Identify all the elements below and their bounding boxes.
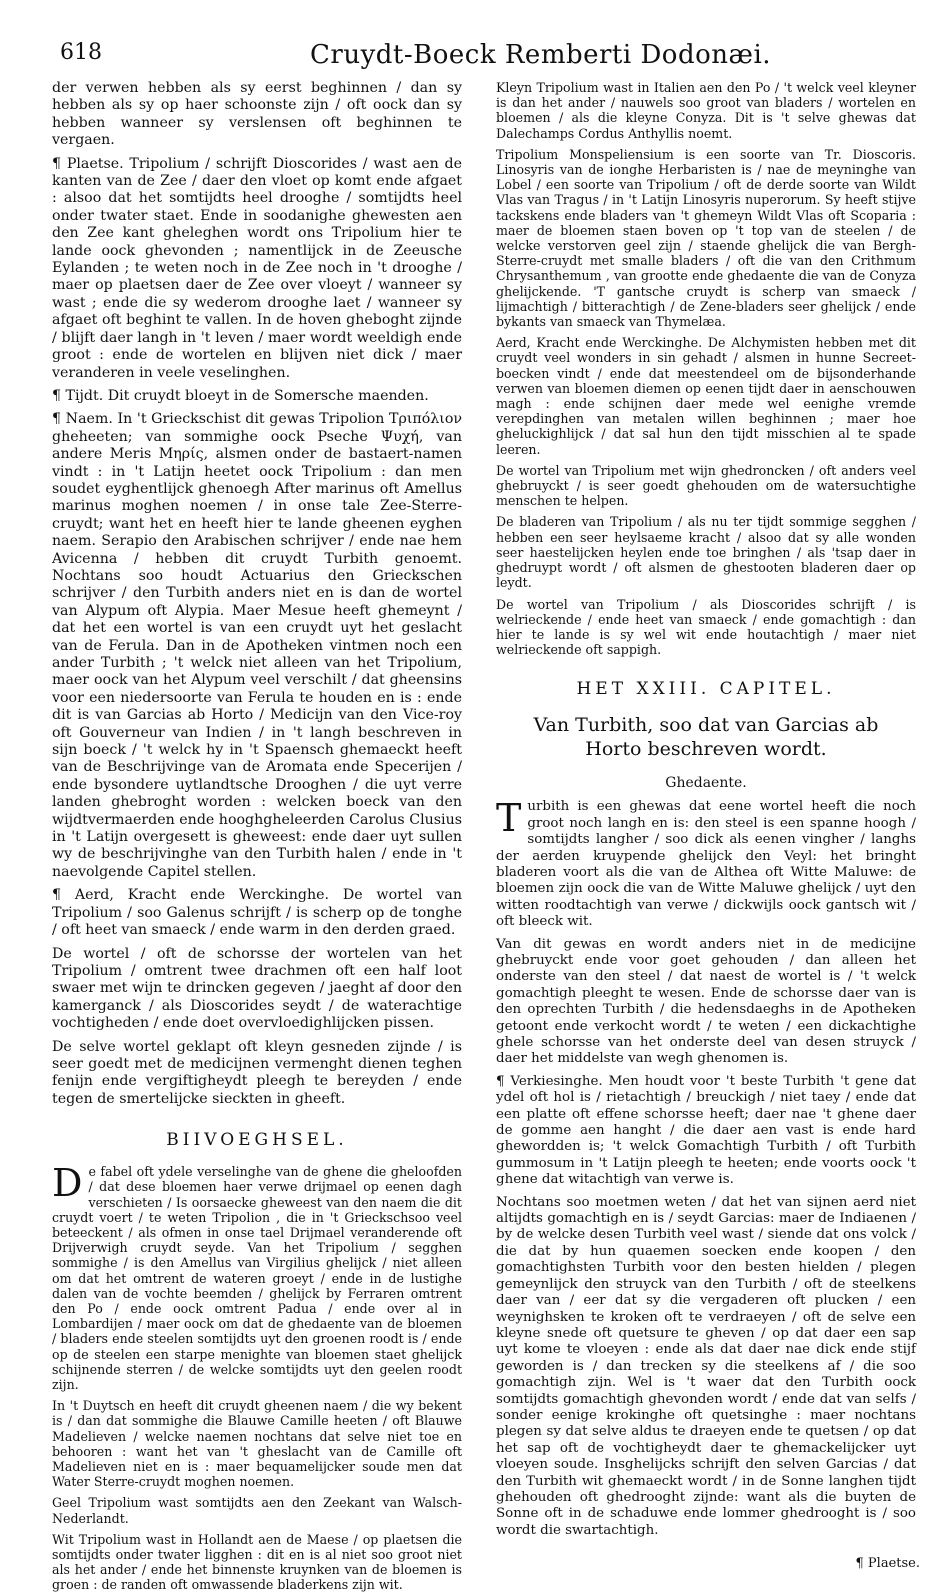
paragraph: In 't Duytsch en heeft dit cruydt gheenen naem / die wy bekent is / dan dat sommighe die Blauwe Camille heeten / oft Blauwe Madelieven / welcke naemen nochtans dat selve niet toe en behooren : want het van 't gheslacht van de Camille oft Madelieven niet en is : maer bequamelijcker soude men dat Water Sterre-cruydt moghen noemen. (52, 1398, 462, 1490)
paragraph-plaetse: ¶ Plaetse. Tripolium / schrijft Dioscorides / wast aen de kanten van de Zee / daer den vloet op komt ende afgaet : alsoo dat het somtijdts heel drooghe / somtijdts heel onder twater staet. Ende in soodanighe ghewesten aen den Zee kant gheleghen wordt ons Tripolium hier te lande oock ghevonden ; namentlijck in de Zeeusche Eylanden ; te weten noch in de Zee noch in 't drooghe / maer op plaetsen daer de Zee over vloeyt / wanneer sy wast ; ende die sy wederom drooghe laet / wanneer sy afgaet oft beghint te vallen. In de hoven gheboght zijnde / blijft daer langh in 't leven / maer wordt weeldigh ende groot : ende de wortelen en blijven niet dick / maer veranderen in veele veselinghen. (52, 155, 462, 381)
chapter-subtitle: Van Turbith, soo dat van Garcias ab Horto beschreven wordt. (533, 714, 879, 761)
page-header (60, 40, 920, 76)
paragraph-tijdt: ¶ Tijdt. Dit cruydt bloeyt in de Somersche maenden. (52, 387, 429, 404)
right-column (496, 80, 916, 1545)
paragraph: De wortel van Tripolium / als Dioscorides schrijft / is welrieckende / ende heet van smaeck / ende gomachtigh : dan hier te lande is sy wel wit ende houtachtigh / maer niet welrieckende oft sappigh. (496, 596, 916, 658)
paragraph: Wit Tripolium wast in Hollandt aen de Maese / op plaetsen die somtijdts onder twater ligghen : dit en is al niet soo groot niet als het ander / ende het binnenste kruynken van de bloemen is groen : de randen oft omwassende bladerkens zijn wit. (52, 1531, 462, 1592)
paragraph: Geel Tripolium wast somtijdts aen den Zeekant van Walsch-Nederlandt. (52, 1495, 462, 1526)
paragraph-aerd: ¶ Aerd, Kracht ende Werckinghe. De wortel van Tripolium / soo Galenus schrijft / is scherp op de tonghe / oft heet van smaeck / ende warm in den derden graed. (52, 887, 462, 939)
bijvoeghsel-section (52, 1161, 462, 1592)
right-top-section (496, 80, 916, 657)
paragraph: Van dit gewas en wordt anders niet in de medicijne ghebruyckt ende voor goet gehouden / dan alleen het onderste van den steel / dat naest de wortel is / 't welck gomachtigh pleeght te wesen. Ende de schorsse daer van is den oprechten Turbith / die hedensdaeghs in de Apotheken getoont ende verkocht wordt / te weten / een dickachtighe ghele schorsse van het onderste deel van desen struyck / daer het middelste van wegh ghenomen is. (496, 936, 916, 1067)
paragraph-naem: ¶ Naem. In 't Grieckschist dit gewas Tripolion Τριπόλιον gheheeten; van sommighe oock Pseche Ψυχή, van andere Meris Μηρίς, alsmen onder de bastaert-namen vindt : in 't Latijn heetet oock Tripolium : dan men soudet eyghentlijck ghenoegh After marinus oft Amellus marinus moghen noemen / in onse tale Zee-Sterre-cruydt; want het en heeft hier te lande gheenen eyghen naem. Serapio den Arabischen schrijver / ende nae hem Avicenna / hebben dit cruydt Turbith genoemt. Nochtans soo houdt Actuarius den Grieckschen schrijver / den Turbith anders niet en is dan de wortel van Alypum oft Alypia. Maer Mesue heeft ghemeynt / dat het een wortel is van een cruydt uyt het geslacht van de Ferula. Dan in de Apotheken vintmen noch een ander Turbith ; 't welck niet alleen van het Tripolium, maer oock van het Alypum veel verschilt / dat gheensins voor een niedersoorte van Ferula te houden en is : ende dit is van Garcias ab Horto / Medicijn van den Vice-roy oft Gouverneur van Indien / in 't langh beschreven in sijn boeck / 't welck hy in 't Spaensch ghemaeckt heeft van de Beschrijvinge van de Aromata ende Specerijen / ende bysondere uytlandtsche Drooghen / die uyt verre landen ghebroght worden : welcken boeck van den wijdtvermaerden ende hooghgheleerden Carolus Clusius in 't Latijn overgesett is gheweest: ende daer uyt sullen wy de beschrijvinghe van den Turbith halen / ende in 't naevolgende Capitel stellen. (52, 411, 462, 880)
drop-cap: D (52, 1161, 83, 1206)
paragraph: De bladeren van Tripolium / als nu ter tijdt sommige segghen / hebben een seer heylsaeme kracht / alsoo dat sy alle wonden seer haestelijcken heylen ende toe bringhen / als 'tsap daer in ghedruypt wordt / oft alsmen de ghestooten bladeren daer op leydt. (496, 514, 916, 591)
paragraph: Tripolium Monspeliensium is een soorte van Tr. Dioscoris. Linosyris van de ionghe Herbaristen is / nae de meyninghe van Lobel / een soorte van Tripolium / oft de derde soorte van Wildt Vlas van Tragus / in 't Latijn Linosyris nuperorum. Sy heeft stijve tackskens ende bladers van 't ghemeyn Wildt Vlas oft Scoparia : maer de bloemen staen boven op 't top van de steelen / de welcke verstorven geel zijn / staende ghelijck die van Bergh-Sterre-cruydt met smalle bladers / oft die van den Crithmum Chrysanthemum , van grootte ende ghedaente die van de Conyza ghelijckende. 'T gantsche cruydt is scherp van smaeck / lijmachtigh / bitterachtigh / de Zene-bladers seer ghelijck / ende bykants van smaeck van Thymelæa. (496, 146, 916, 330)
paragraph: Nochtans soo moetmen weten / dat het van sijnen aerd niet altijdts gomachtigh en is / seydt Garcias: maer de Indiaenen / by de welcke desen Turbith veel wast / siende dat ons volck / die dat by hun quaemen soecken ende koopen / den gomachtighsten Turbith voor den besten hielden / plegen gemeynlijck den struyck van den Turbith / oft de steelkens daer van / eer dat sy die vergaderen oft plucken / een weynighsken te kroken oft te verdraeyen / oft de selve een kleyne snede oft quetsure te gheven / op dat daer een sap uyt kome te vloeyen : ende als dat daer nae dick ende stijf geworden is / dan trecken sy die steelkens af / die soo gomachtigh zijn. Wel is 't waer dat den Turbith oock somtijdts gomachtigh ghevonden wordt / ende dat van selfs / sonder eenige krokinghe oft quetsinghe : maer nochtans plegen sy dat selve aldus te draeyen ende te quetsen / op dat het sap oft de vochtigheydt daer te ghemackelijcker uyt vloeyen soude. Insghelijcks schrijft den selven Garcias / dat den Turbith wit ghemaeckt wordt / in de Sonne langhen tijdt ghehouden oft ghedrooght zijnde: want als die buyten de Sonne oft in de schaduwe ende lommer ghedrooght is / soo wordt die swartachtigh. (496, 1194, 916, 1538)
drop-cap: T (496, 796, 522, 841)
chapter-heading: HET XXIII. CAPITEL. (576, 679, 836, 700)
paragraph: Kleyn Tripolium wast in Italien aen den Po / 't welck veel kleyner is dan het ander / nauwels soo groot van bladers / wortelen en bloemen / als die kleyne Conyza. Dit is 't selve ghewas dat Dalechamps Cordus Anthyllis noemt. (496, 80, 916, 141)
left-column (52, 80, 462, 1592)
paragraph: Aerd, Kracht ende Werckinghe. De Alchymisten hebben met dit cruydt veel wonders in sin gehadt / alsmen in hunne Secreet-boecken vindt / ende dat meestendeel om de bijsonderhande verwen van bloemen diemen op eenen tijdt daer in aenschouwen magh : ende schijnen daer mede wel eenighe vremde verepdinghen van metalen willen beghinnen ; maer hoe gheluckighlijck / dat sal hun den tijdt misschien al te spade leeren. (496, 335, 916, 457)
paragraph: der verwen hebben als sy eerst beghinnen / dan sy hebben als sy op haer schoonste zijn / oft oock dan sy hebben wanneer sy verslensen oft beghinnen te vergaen. (52, 80, 462, 149)
catchword: ¶ Plaetse. (855, 1556, 920, 1571)
running-title: Cruydt-Boeck Remberti Dodonæi. (310, 40, 772, 70)
paragraph: De wortel van Tripolium met wijn ghedroncken / oft anders veel ghebruyckt / is seer goedt ghehouden om de watersuchtighe menschen te helpen. (496, 462, 916, 509)
paragraph-verkiesinghe: ¶ Verkiesinghe. Men houdt voor 't beste Turbith 't gene dat ydel oft hol is / rietachtigh / breuckigh / niet taey / ende dat een platte oft effene schorsse heeft; daer nae 't ghene daer de gomme aen hanght / die daer aen vast is ende hard ghewordden is; 't welck Gomachtigh Turbith / oft Turbith gummosum in 't Latijn pleegh te heeten; ende voorts oock 't ghene dat witachtigh van verwe is. (496, 1073, 916, 1188)
paragraph: De wortel / oft de schorsse der wortelen van het Tripolium / omtrent twee drachmen oft een half loot swaer met wijn te drincken gegeven / jaeght af door den kamerganck / als Dioscorides seydt / de waterachtige vochtigheden / ende doet overvloedighlijcken pissen. (52, 945, 462, 1032)
paragraph: Turbith is een ghewas dat eene wortel heeft die noch groot noch langh en is: den steel is een spanne hoogh / somtijdts langher / soo dick als eenen vingher / langhs der aerden kruypende ghelijck den Veyl: het bringht bladeren voort als die van de Althea oft Witte Maluwe: de bloemen zijn oock die van de Witte Maluwe ghelijck / uyt den witten roodtachtigh van verwe / dickwijls oock gantsch wit / oft bleeck wit. (496, 796, 916, 930)
section-heading-bijvoeghsel: BIIVOEGHSEL. (166, 1130, 348, 1151)
paragraph: De fabel oft ydele verselinghe van de ghene die gheloofden / dat dese bloemen haer verwe drijmael op eenen dagh verschieten / Is oorsaecke gheweest van den naem die dit cruydt voert / te weten Tripolion , die in 't Grieckschsoo veel beteeckent / als ofmen in onse tael Drijmael veranderende oft Drijverwigh cruydt seyde. Van het Tripolium / segghen sommighe / is den Amellus van Virgilius ghelijck / niet alleen om dat het omtrent de wateren groeyt / ende in de lustighe dalen van de vochte beemden / ghelijck by Ferraren omtrent den Po / ende oock omtrent Padua / ende over al in Lombardijen / maer oock om dat de ghedaente van de bloemen / bladers ende steelen somtijdts uyt den groenen roodt is / ende op de steelen een starpe menighte van bloemen staet ghelijck schijnende sterren / de welcke somtijdts uyt den geelen roodt zijn. (52, 1161, 462, 1392)
subheading-ghedaente: Ghedaente. (665, 775, 747, 792)
page-number: 618 (60, 40, 102, 65)
paragraph: De selve wortel geklapt oft kleyn gesneden zijnde / is seer goedt met de medicijnen vermenght dienen teghen fenijn ende vergiftigheydt pleegh te bereyden / ende tegen de smertelijcke sieckten in gheeft. (52, 1038, 462, 1107)
